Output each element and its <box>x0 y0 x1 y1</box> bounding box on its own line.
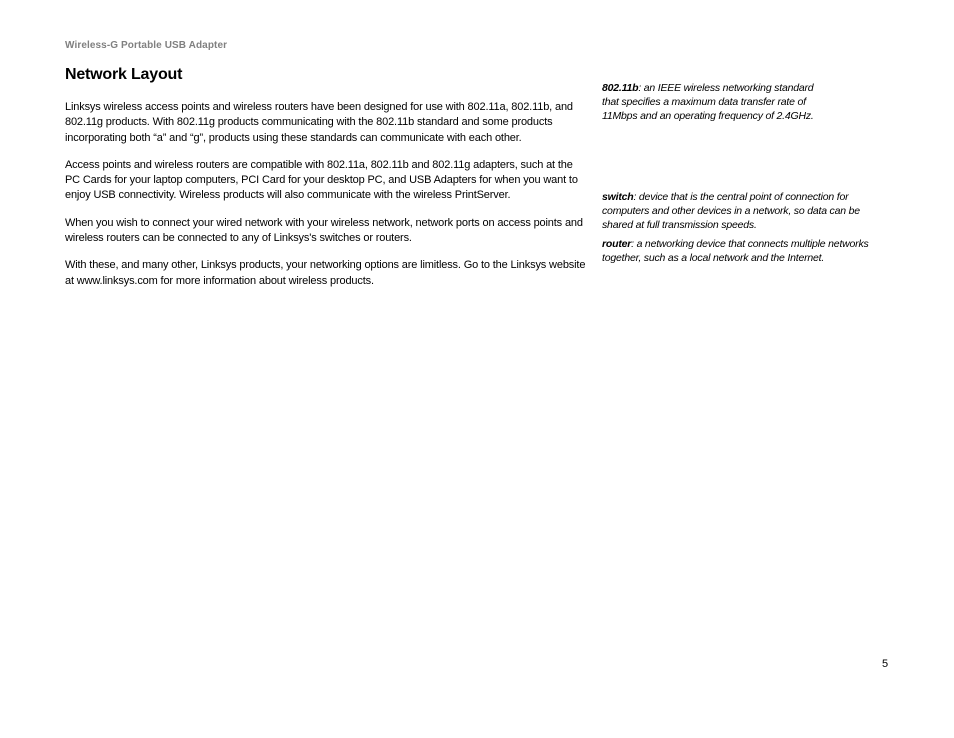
glossary-definition: : device that is the central point of connection for computers and other devices in a network, so data can be shared at full transmission speeds. <box>602 191 860 231</box>
page-number: 5 <box>882 658 889 670</box>
body-paragraph: With these, and many other, Linksys products, your networking options are limitless. Go to the Linksys website at www.linksys.com for more information about wireless products. <box>65 259 586 287</box>
glossary-entry-802-11b <box>602 81 832 123</box>
glossary-entry-router <box>602 237 892 265</box>
running-header: Wireless-G Portable USB Adapter <box>65 40 228 51</box>
body-paragraph: Access points and wireless routers are compatible with 802.11a, 802.11b and 802.11g adapters, such at the PC Cards for your laptop computers, PCI Card for your desktop PC, and USB Adapters for when you want to enjoy USB connectivity. Wireless products will also communicate with the wireless PrintServer. <box>65 158 578 202</box>
body-paragraph: When you wish to connect your wired network with your wireless network, network ports on access points and wireless routers can be connected to any of Linksys's switches or routers. <box>65 216 583 245</box>
main-body-column <box>65 100 590 301</box>
body-paragraph: Linksys wireless access points and wireless routers have been designed for use with 802.11a, 802.11b, and 802.11g products. With 802.11g products communicating with the 802.11b standard and some products incorporating both “a” and “g”, products using these standards can communicate with each other. <box>65 101 573 144</box>
glossary-term: router <box>602 238 632 250</box>
glossary-term: switch <box>602 191 634 203</box>
glossary-definition: : a networking device that connects multiple networks together, such as a local network and the Internet. <box>602 238 869 264</box>
glossary-definition: : an IEEE wireless networking standard that specifies a maximum data transfer rate of 11Mbps and an operating frequency of 2.4GHz. <box>602 82 814 122</box>
glossary-entry-switch <box>602 190 867 232</box>
section-title: Network Layout <box>65 66 183 83</box>
glossary-term: 802.11b <box>602 82 639 94</box>
